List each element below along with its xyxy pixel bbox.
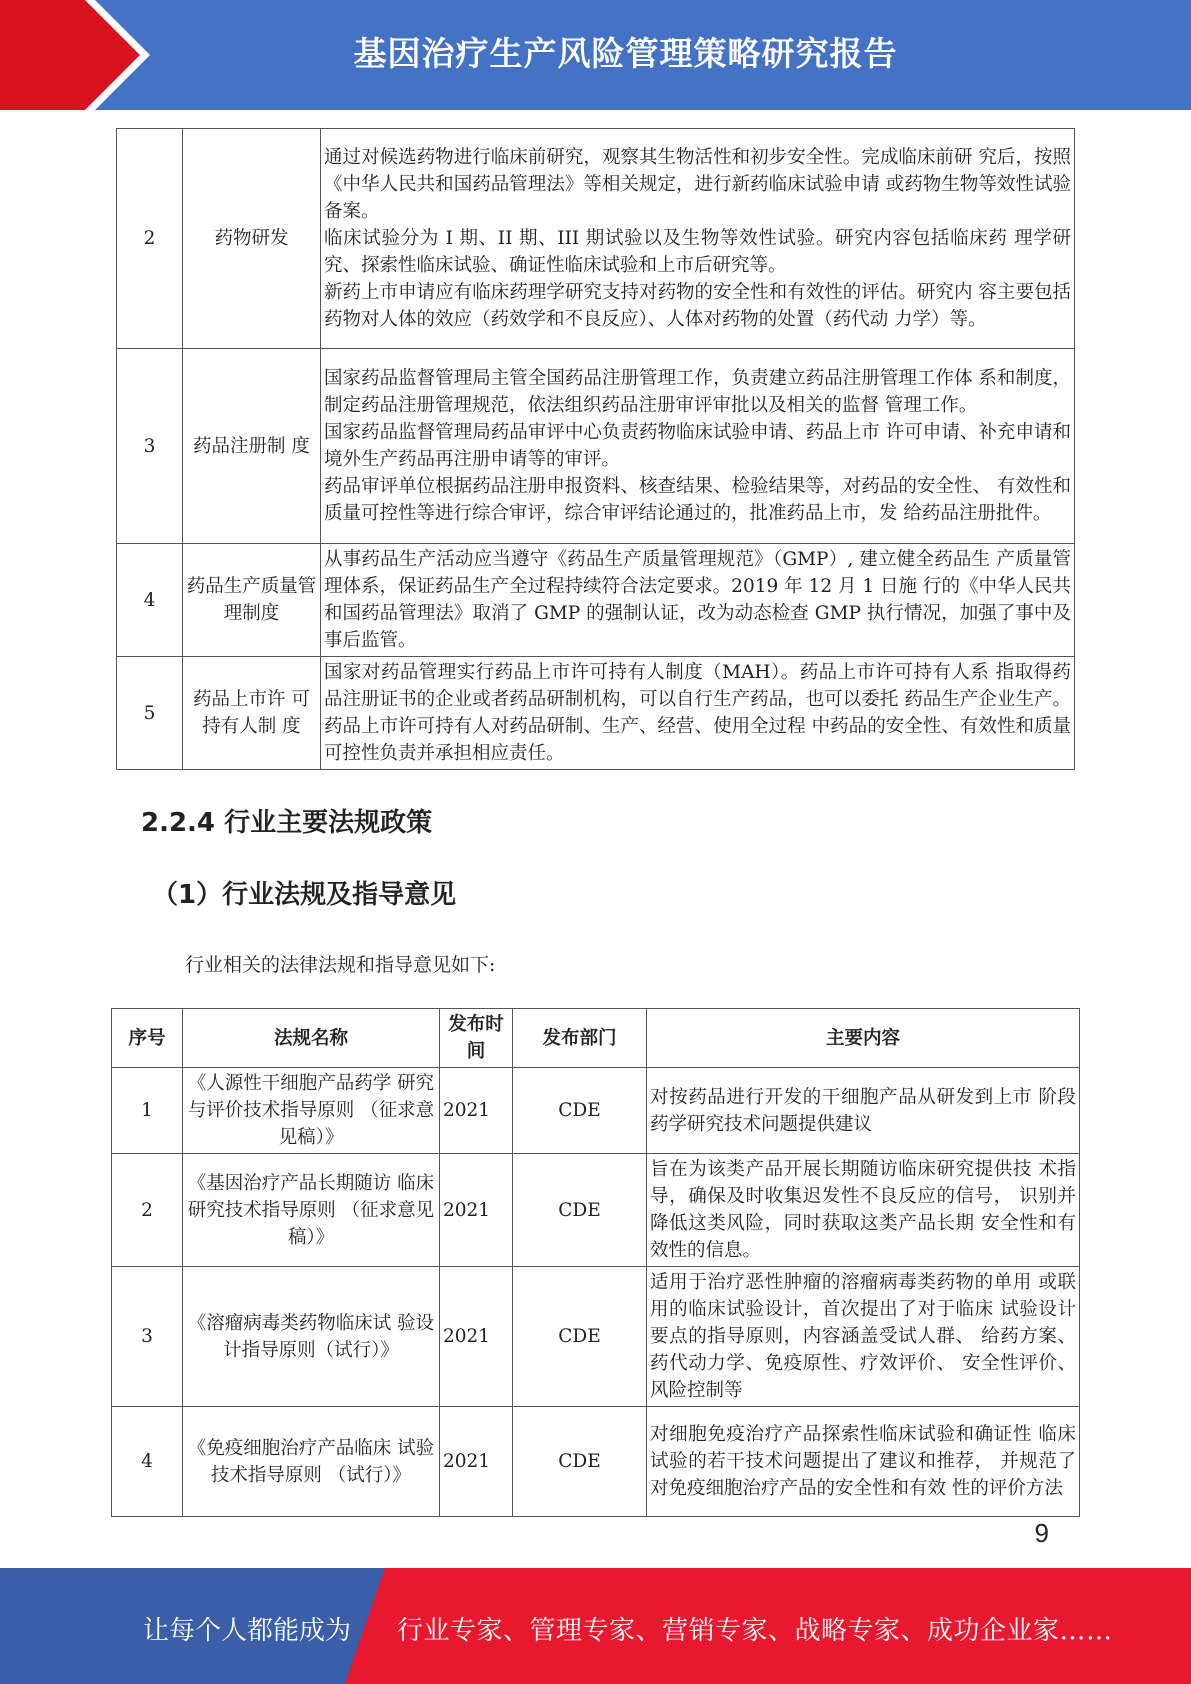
row-number: 2 (117, 129, 183, 349)
row-name: 药品注册制 度 (183, 349, 321, 544)
row-time: 2021 (440, 1267, 513, 1407)
row-content (321, 129, 1075, 349)
row-content (321, 349, 1075, 544)
header-no: 序号 (112, 1009, 183, 1068)
table-row (117, 129, 1075, 349)
row-time: 2021 (440, 1154, 513, 1267)
header-content: 主要内容 (647, 1009, 1080, 1068)
row-content: 旨在为该类产品开展长期随访临床研究提供技 术指导，确保及时收集迟发性不良反应的信号， 识别并降低这类风险，同时获取这类产品长期 安全性和有效性的信息。 (647, 1154, 1080, 1267)
row-number: 5 (117, 657, 183, 770)
row-number: 3 (117, 349, 183, 544)
page-header (0, 0, 1191, 110)
report-title: 基因治疗生产风险管理策略研究报告 (353, 34, 898, 73)
section-heading: 2.2.4 行业主要法规政策 (141, 808, 433, 838)
header-dept: 发布部门 (513, 1009, 647, 1068)
row-dept: CDE (513, 1267, 647, 1407)
table-row (112, 1154, 1080, 1267)
row-name: 《溶瘤病毒类药物临床试 验设计指导原则（试行）》 (183, 1267, 440, 1407)
subsection-heading: （1）行业法规及指导意见 (152, 880, 457, 910)
content-paragraph: 通过对候选药物进行临床前研究，观察其生物活性和初步安全性。完成临床前研 究后，按照《中华人民共和国药品管理法》等相关规定，进行新药临床试验申请 或药物生物等效性试验备案。 临床试验分为 I 期、II 期、III 期试验以及生物等效性试验。研究内容包括临床药 理学研究、探索性临床试验、确证性临床试验和上市后研究等。 新药上市申请应有临床药理学研究支持对药物的安全性和有效性的评估。研究内 容主要包括药物对人体的效应（药效学和不良反应）、人体对药物的处置（药代动 力学）等。 (324, 147, 1071, 330)
row-name: 《人源性干细胞产品药学 研究与评价技术指导原则 （征求意见稿）》 (183, 1068, 440, 1154)
footer-slogan-right: 行业专家、管理专家、营销专家、战略专家、成功企业家…… (397, 1616, 1113, 1646)
row-dept: CDE (513, 1154, 647, 1267)
row-number: 1 (112, 1068, 183, 1154)
row-content: 国家对药品管理实行药品上市许可持有人制度（MAH）。药品上市许可持有人系 指取得药品注册证书的企业或者药品研制机构，可以自行生产药品，也可以委托 药品生产企业生产。药品上市许可持有人对药品研制、生产、经营、使用全过程 中药品的安全性、有效性和质量可控性负责并承担相应责任。 (321, 657, 1075, 770)
row-number: 3 (112, 1267, 183, 1407)
regulations-table (111, 1008, 1080, 1517)
row-name: 药品上市许 可持有人制 度 (183, 657, 321, 770)
footer-slogan-left: 让每个人都能成为 (143, 1616, 352, 1646)
table-row (112, 1068, 1080, 1154)
header-name: 法规名称 (183, 1009, 440, 1068)
row-name: 药品生产质量管理制度 (183, 544, 321, 657)
row-time: 2021 (440, 1068, 513, 1154)
row-dept: CDE (513, 1068, 647, 1154)
table-row (112, 1267, 1080, 1407)
drug-regulation-table (116, 128, 1075, 770)
row-dept: CDE (513, 1407, 647, 1517)
table-row (117, 657, 1075, 770)
content-paragraph: 国家药品监督管理局主管全国药品注册管理工作，负责建立药品注册管理工作体 系和制度，制定药品注册管理规范，依法组织药品注册审评审批以及相关的监督 管理工作。 国家药品监督管理局药品审评中心负责药物临床试验申请、药品上市 许可申请、补充申请和境外生产药品再注册申请等的审评。 药品审评单位根据药品注册申报资料、核查结果、检验结果等，对药品的安全性、 有效性和质量可控性等进行综合审评，综合审评结论通过的，批准药品上市，发 给药品注册批件。 (324, 368, 1071, 524)
row-number: 2 (112, 1154, 183, 1267)
table-row (112, 1407, 1080, 1517)
row-name: 《免疫细胞治疗产品临床 试验技术指导原则 （试行）》 (183, 1407, 440, 1517)
table-header-row (112, 1009, 1080, 1068)
row-name: 药物研发 (183, 129, 321, 349)
table-row (117, 544, 1075, 657)
row-content: 从事药品生产活动应当遵守《药品生产质量管理规范》（GMP）, 建立健全药品生 产质量管理体系，保证药品生产全过程持续符合法定要求。2019 年 12 月 1 日施 行的《中华人民共和国药品管理法》取消了 GMP 的强制认证，改为动态检查 GMP 执行情况，加强了事中及事后监管。 (321, 544, 1075, 657)
row-number: 4 (117, 544, 183, 657)
row-content: 适用于治疗恶性肿瘤的溶瘤病毒类药物的单用 或联用的临床试验设计，首次提出了对于临床 试验设计要点的指导原则，内容涵盖受试人群、 给药方案、药代动力学、免疫原性、疗效评价、 安全性评价、风险控制等 (647, 1267, 1080, 1407)
row-time: 2021 (440, 1407, 513, 1517)
row-content: 对细胞免疫治疗产品探索性临床试验和确证性 临床试验的若干技术问题提出了建议和推荐， 并规范了对免疫细胞治疗产品的安全性和有效 性的评价方法 (647, 1407, 1080, 1517)
row-content: 对按药品进行开发的干细胞产品从研发到上市 阶段药学研究技术问题提供建议 (647, 1068, 1080, 1154)
page-footer (0, 1568, 1191, 1684)
row-name: 《基因治疗产品长期随访 临床研究技术指导原则 （征求意见稿）》 (183, 1154, 440, 1267)
header-time: 发布时间 (440, 1009, 513, 1068)
row-number: 4 (112, 1407, 183, 1517)
table-row (117, 349, 1075, 544)
intro-text: 行业相关的法律法规和指导意见如下: (185, 954, 496, 976)
page-number: 9 (1034, 1518, 1049, 1548)
